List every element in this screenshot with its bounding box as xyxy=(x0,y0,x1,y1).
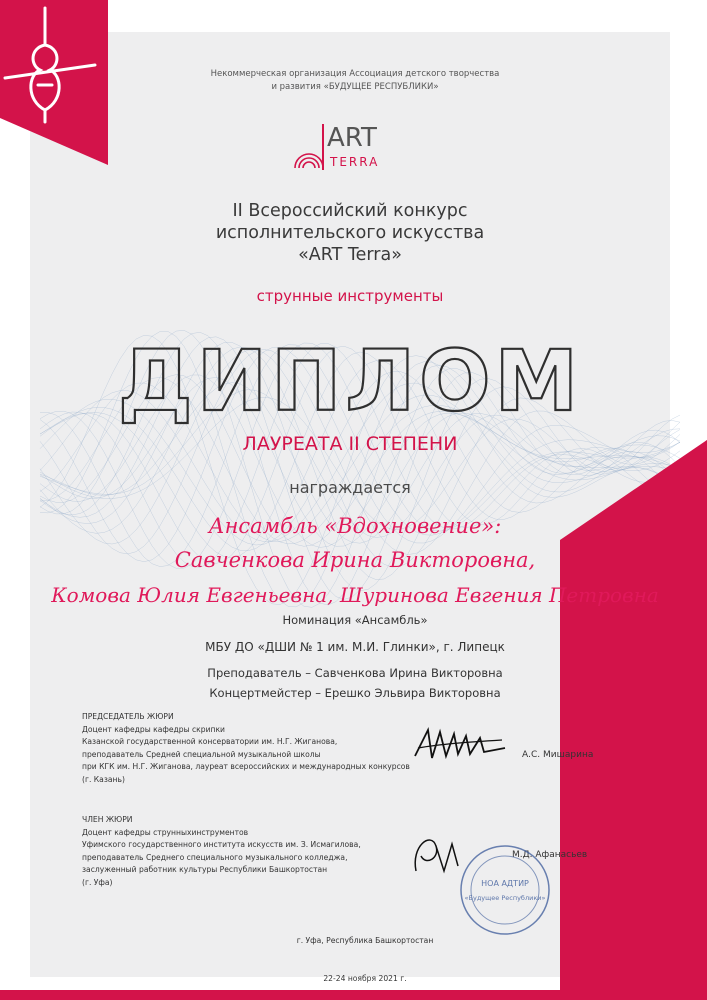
category: струнные инструменты xyxy=(256,287,444,305)
jury-member-name: М.Д. Афанасьев xyxy=(512,850,588,860)
accompanist: Концертмейстер – Ерешко Эльвира Викторовна xyxy=(209,686,501,700)
jury-line: (г. Уфа) xyxy=(82,877,113,887)
recipient-names: Савченкова Ирина Викторовна, xyxy=(174,548,536,572)
contest-line: «ART Terra» xyxy=(298,245,402,265)
jury-member-title: ЧЛЕН ЖЮРИ xyxy=(82,815,133,824)
awarded-label: награждается xyxy=(289,478,411,497)
jury-member xyxy=(82,814,361,889)
jury-line: (г. Казань) xyxy=(82,774,125,784)
svg-text:НОА АДТИР: НОА АДТИР xyxy=(481,879,529,888)
city: г. Уфа, Республика Башкортостан xyxy=(296,936,434,945)
logo-terra: TERRA xyxy=(330,155,380,169)
school: МБУ ДО «ДШИ № 1 им. М.И. Глинки», г. Липецк xyxy=(205,640,505,654)
jury-chair-name: А.С. Мишарина xyxy=(522,750,594,760)
jury-chair xyxy=(82,711,410,786)
contest-title xyxy=(150,200,550,266)
recipient-names: Комова Юлия Евгеньевна, Шуринова Евгения Петровна xyxy=(51,583,659,607)
contest-line: исполнительского искусства xyxy=(215,223,485,243)
art-terra-logo xyxy=(285,118,395,178)
teacher: Преподаватель – Савченкова Ирина Викторовна xyxy=(207,666,503,680)
jury-line: Уфимского государственного института искусств им. З. Исмагилова, xyxy=(82,840,361,849)
jury-line: при КГК им. Н.Г. Жиганова, лауреат всероссийских и международных конкурсов xyxy=(82,762,410,771)
jury-line: преподаватель Среднего специального музыкального колледжа, xyxy=(82,852,348,862)
diploma-title xyxy=(117,332,583,430)
organization-line: Некоммерческая организация Ассоциация детского творчества xyxy=(210,69,500,79)
organization-line: и развития «БУДУЩЕЕ РЕСПУБЛИКИ» xyxy=(271,82,439,92)
nomination: Номинация «Ансамбль» xyxy=(282,613,428,627)
jury-line: Доцент кафедры струнныхинструментов xyxy=(82,827,249,837)
jury-line: Казанской государственной консерватории им. Н.Г. Жиганова, xyxy=(82,737,338,746)
degree: ЛАУРЕАТА II СТЕПЕНИ xyxy=(242,433,458,455)
recipient-ensemble: Ансамбль «Вдохновение»: xyxy=(208,514,502,538)
jury-line: заслуженный работник культуры Республики Башкортостан xyxy=(82,865,328,874)
contest-line: II Всероссийский конкурс xyxy=(232,201,468,221)
jury-chair-title: ПРЕДСЕДАТЕЛЬ ЖЮРИ xyxy=(82,712,174,721)
official-stamp xyxy=(455,840,555,940)
svg-text:ДИПЛОМ: ДИПЛОМ xyxy=(117,332,583,430)
fingerprint-icon xyxy=(295,154,323,168)
organization-name xyxy=(130,68,580,94)
jury-line: Доцент кафедры кафедры скрипки xyxy=(82,724,225,734)
jury-line: преподаватель Средней специальной музыкальной школы xyxy=(82,749,321,759)
svg-text:«Будущее Республики»: «Будущее Республики» xyxy=(464,894,546,902)
dates: 22-24 ноября 2021 г. xyxy=(323,974,407,983)
logo-art: ART xyxy=(327,123,377,153)
signature-chair xyxy=(410,718,510,768)
